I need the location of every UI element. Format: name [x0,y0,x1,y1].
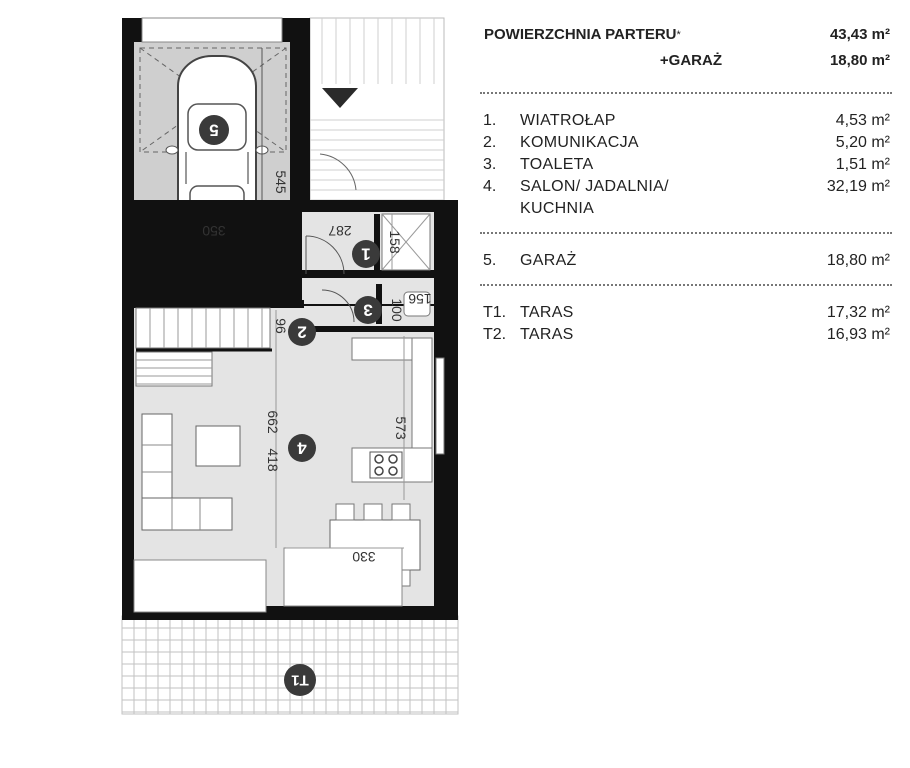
dim-toilet-depth: 100 [389,298,405,322]
room-name: WIATROŁAP [520,112,616,129]
room-area: 32,19 m² [826,178,890,195]
terrace-name: TARAS [520,304,574,321]
garage-total-label: +GARAŻ [659,52,722,69]
room-row-continued [480,198,892,220]
room-name: GARAŻ [520,252,577,269]
room-number: 1. [483,112,497,129]
room-row [480,132,892,154]
dim-living-depth-b: 418 [265,448,281,472]
room-number: 4. [483,178,497,195]
divider [480,92,892,94]
room-name: SALON/ JADALNIA/ [520,178,669,195]
ground-floor-area-row [480,22,892,48]
room-area: 1,51 m² [835,156,890,173]
terrace-t2 [310,18,444,206]
terrace-area: 17,32 m² [826,304,890,321]
terrace-number: T1. [483,304,507,321]
garage-row [480,250,892,272]
room-number: 3. [483,156,497,173]
room-badge-2 [288,318,316,346]
terrace-number: T2. [483,326,507,343]
svg-text:1: 1 [361,244,371,264]
dim-dining-width: 330 [352,549,376,565]
terrace-row [480,302,892,324]
svg-text:3: 3 [363,300,373,320]
cooktop-icon [370,452,402,478]
dim-vestibule-width: 287 [328,223,352,239]
svg-text:5: 5 [209,120,219,140]
svg-text:4: 4 [297,438,307,458]
terrace-t1 [122,616,458,714]
dim-kitchen-depth: 573 [393,416,409,440]
terrace-name: TARAS [520,326,574,343]
dim-garage-width: 350 [202,223,226,239]
room-badge-3 [354,296,382,324]
room-badge-t1 [284,664,316,696]
room-area: 5,20 m² [835,134,890,151]
coffee-table [196,426,240,466]
room-row [480,110,892,132]
room-name-continued: KUCHNIA [520,200,595,217]
area-legend [480,22,892,346]
room-row [480,154,892,176]
room-area: 4,53 m² [835,112,890,129]
room-badge-5 [199,115,229,145]
room-row [480,176,892,198]
terrace-row [480,324,892,346]
svg-text:T1: T1 [291,671,309,689]
room-area: 18,80 m² [826,252,890,269]
divider [480,284,892,286]
room-number: 5. [483,252,497,269]
dim-vestibule-depth: 158 [387,230,403,254]
room-name: KOMUNIKACJA [520,134,639,151]
room-name: TOALETA [520,156,594,173]
room-number: 2. [483,134,497,151]
dim-toilet-width: 156 [408,291,432,307]
room-badge-4 [288,434,316,462]
dim-living-depth-a: 662 [265,410,281,434]
dim-garage-length: 545 [273,170,289,194]
ground-floor-label: POWIERZCHNIA PARTERU* [484,26,681,43]
ground-floor-area: 43,43 m² [829,26,890,43]
dim-hall-width: 96 [273,318,289,334]
ground-floor [122,154,458,620]
divider [480,232,892,234]
room-badge-1 [352,240,380,268]
terrace-area: 16,93 m² [826,326,890,343]
svg-text:2: 2 [297,322,307,342]
ground-floor-marker: * [676,29,681,41]
garage-total-area: 18,80 m² [829,52,890,69]
garage-total-row [480,48,892,74]
